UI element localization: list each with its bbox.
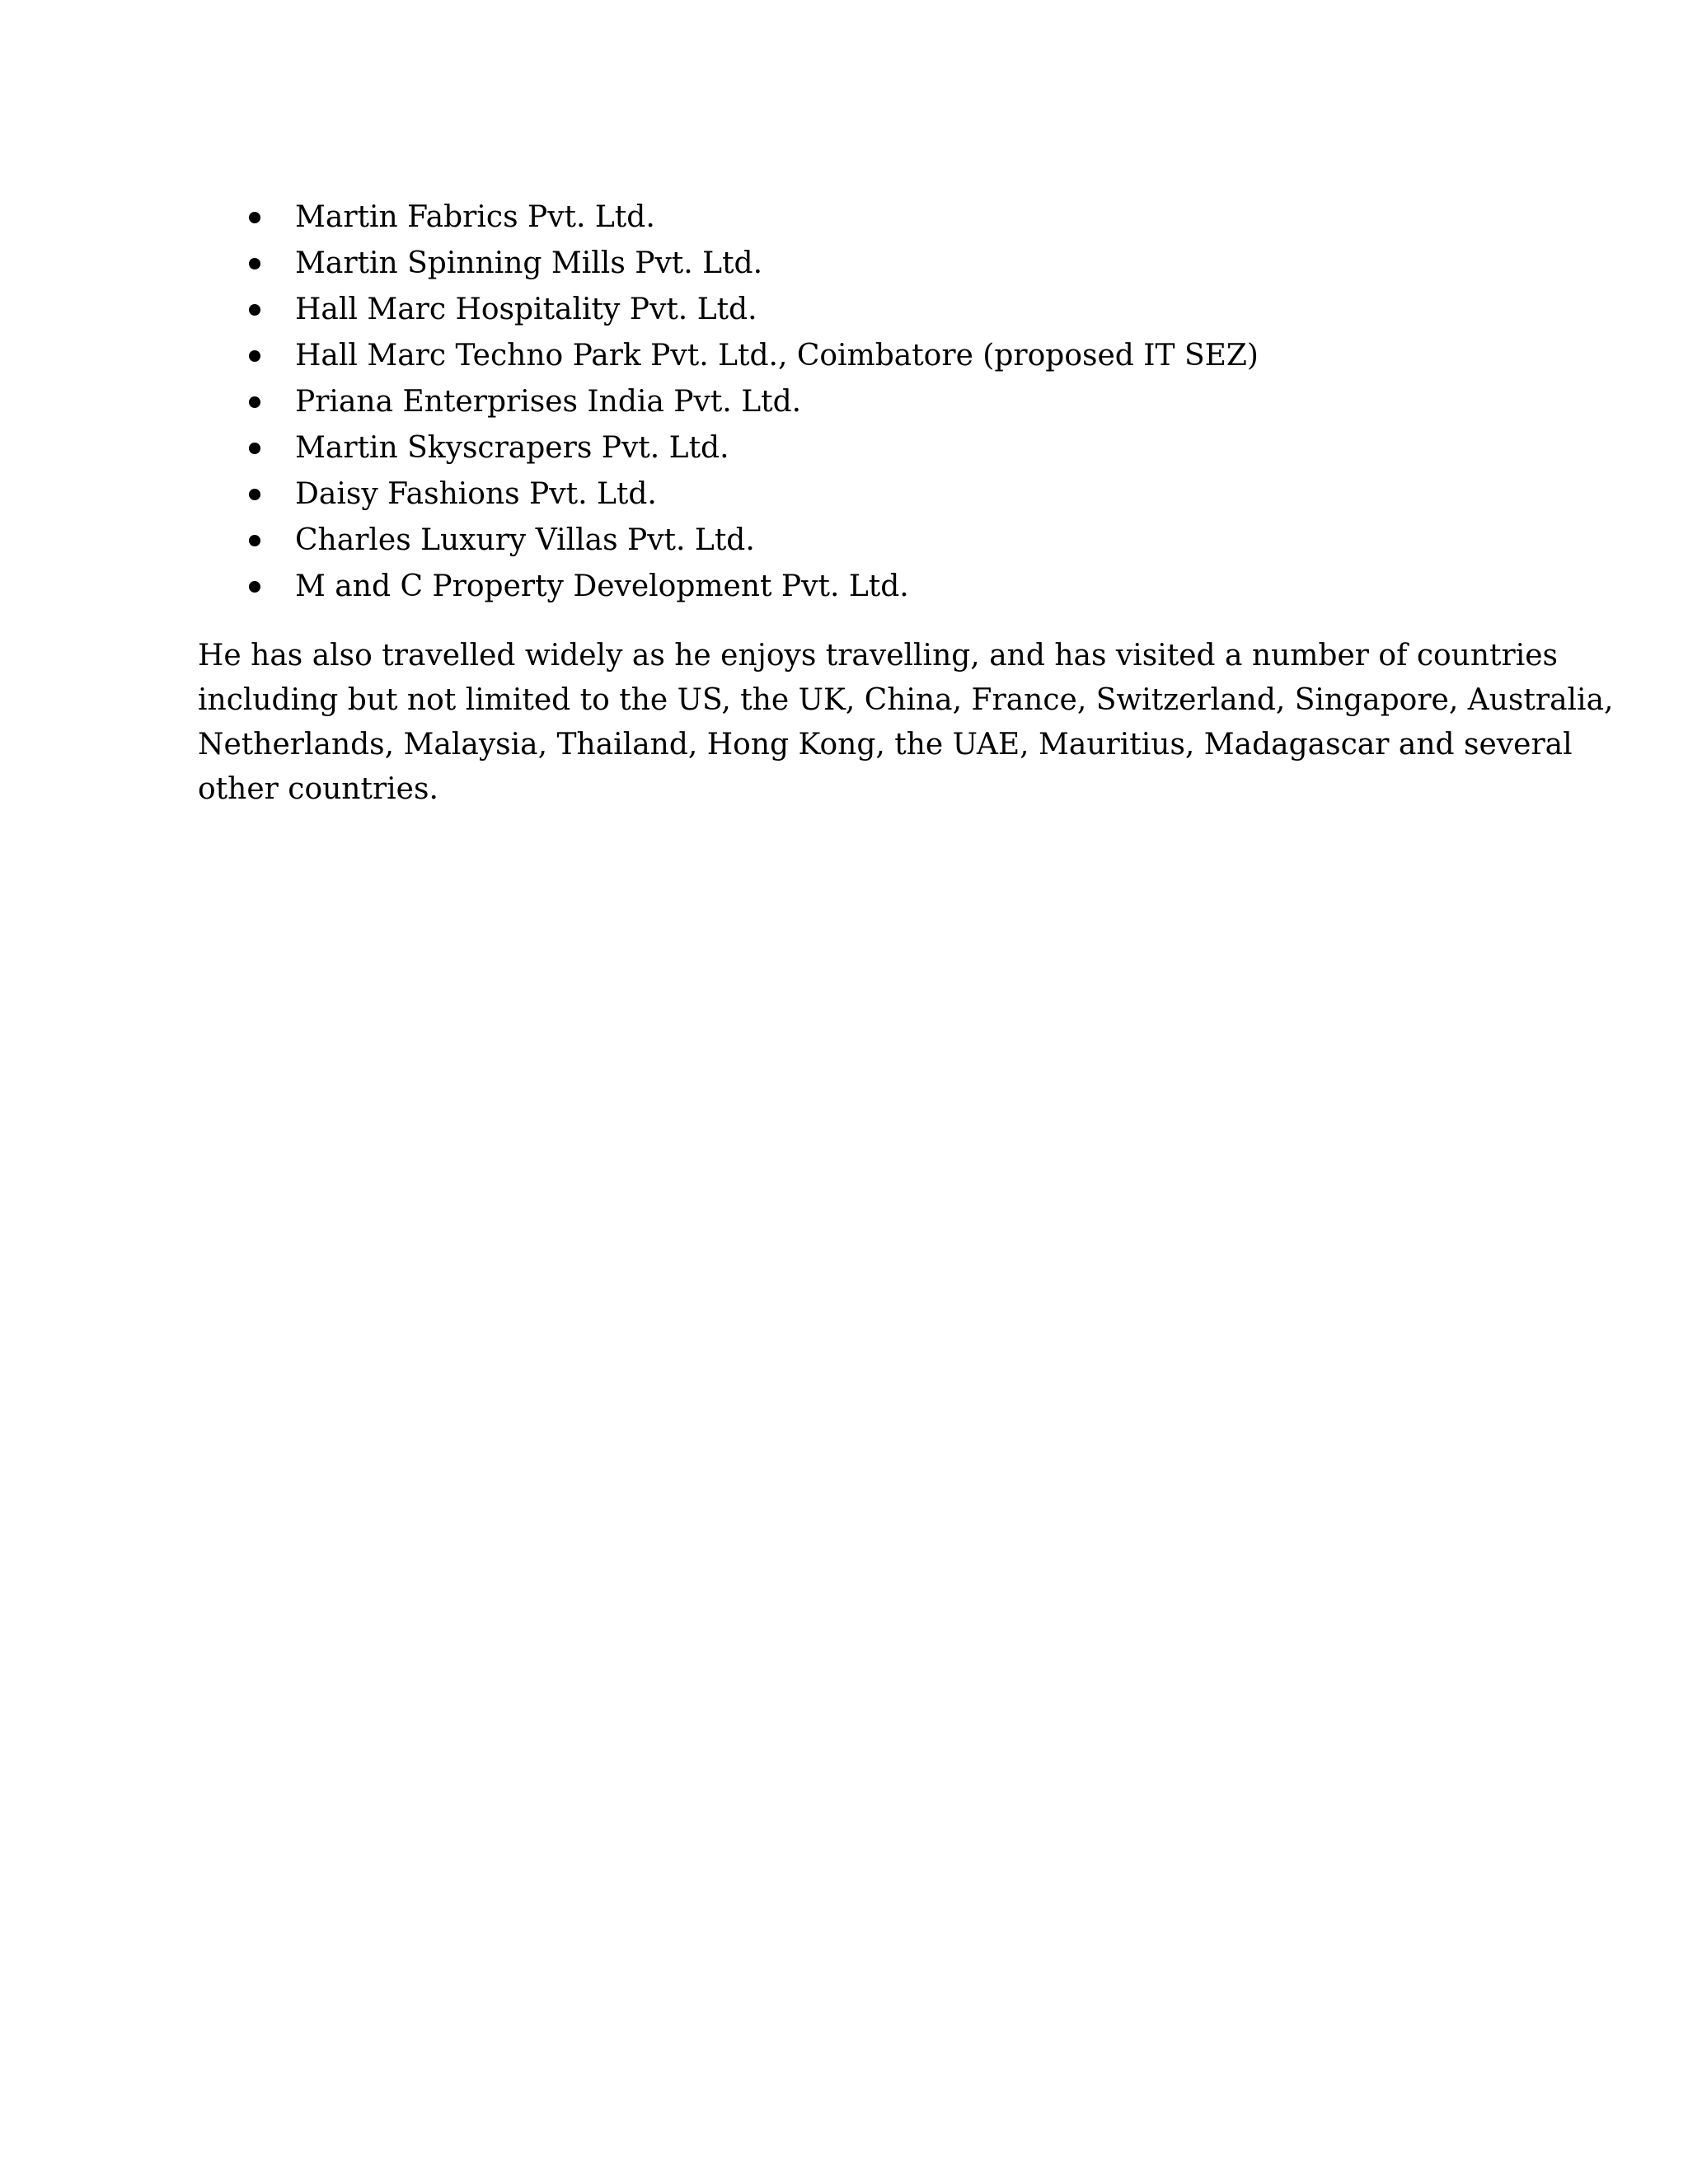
- paragraph-line: other countries.: [198, 772, 438, 806]
- list-item: [198, 518, 1517, 564]
- bullet-icon: [249, 535, 260, 546]
- list-item: [198, 194, 1517, 241]
- list-item: [198, 564, 1517, 610]
- list-item: [198, 287, 1517, 333]
- company-name: Martin Spinning Mills Pvt. Ltd.: [295, 246, 763, 280]
- company-name: Daisy Fashions Pvt. Ltd.: [295, 477, 657, 511]
- bullet-icon: [249, 581, 260, 593]
- list-item: [198, 425, 1517, 471]
- company-name: Martin Fabrics Pvt. Ltd.: [295, 200, 655, 234]
- list-item: [198, 241, 1517, 287]
- company-name: Hall Marc Techno Park Pvt. Ltd., Coimbatore (proposed IT SEZ): [295, 339, 1259, 373]
- company-name: Martin Skyscrapers Pvt. Ltd.: [295, 431, 729, 465]
- paragraph-line: including but not limited to the US, the UK, China, France, Switzerland, Singapore, Australia,: [198, 683, 1614, 717]
- paragraph-line: Netherlands, Malaysia, Thailand, Hong Kong, the UAE, Mauritius, Madagascar and several: [198, 728, 1573, 762]
- company-name: M and C Property Development Pvt. Ltd.: [295, 569, 909, 603]
- list-item: [198, 379, 1517, 425]
- company-name: Charles Luxury Villas Pvt. Ltd.: [295, 523, 755, 557]
- list-item: [198, 471, 1517, 518]
- company-list: [198, 194, 1517, 610]
- travel-paragraph: [198, 634, 1614, 812]
- bullet-icon: [249, 258, 260, 269]
- bullet-icon: [249, 489, 260, 500]
- list-item: [198, 333, 1517, 379]
- paragraph-line: He has also travelled widely as he enjoys travelling, and has visited a number of countries: [198, 639, 1559, 673]
- company-name: Hall Marc Hospitality Pvt. Ltd.: [295, 293, 757, 326]
- company-name: Priana Enterprises India Pvt. Ltd.: [295, 385, 802, 419]
- bullet-icon: [249, 350, 260, 362]
- bullet-icon: [249, 212, 260, 223]
- bullet-icon: [249, 304, 260, 316]
- bullet-icon: [249, 443, 260, 454]
- bullet-icon: [249, 396, 260, 408]
